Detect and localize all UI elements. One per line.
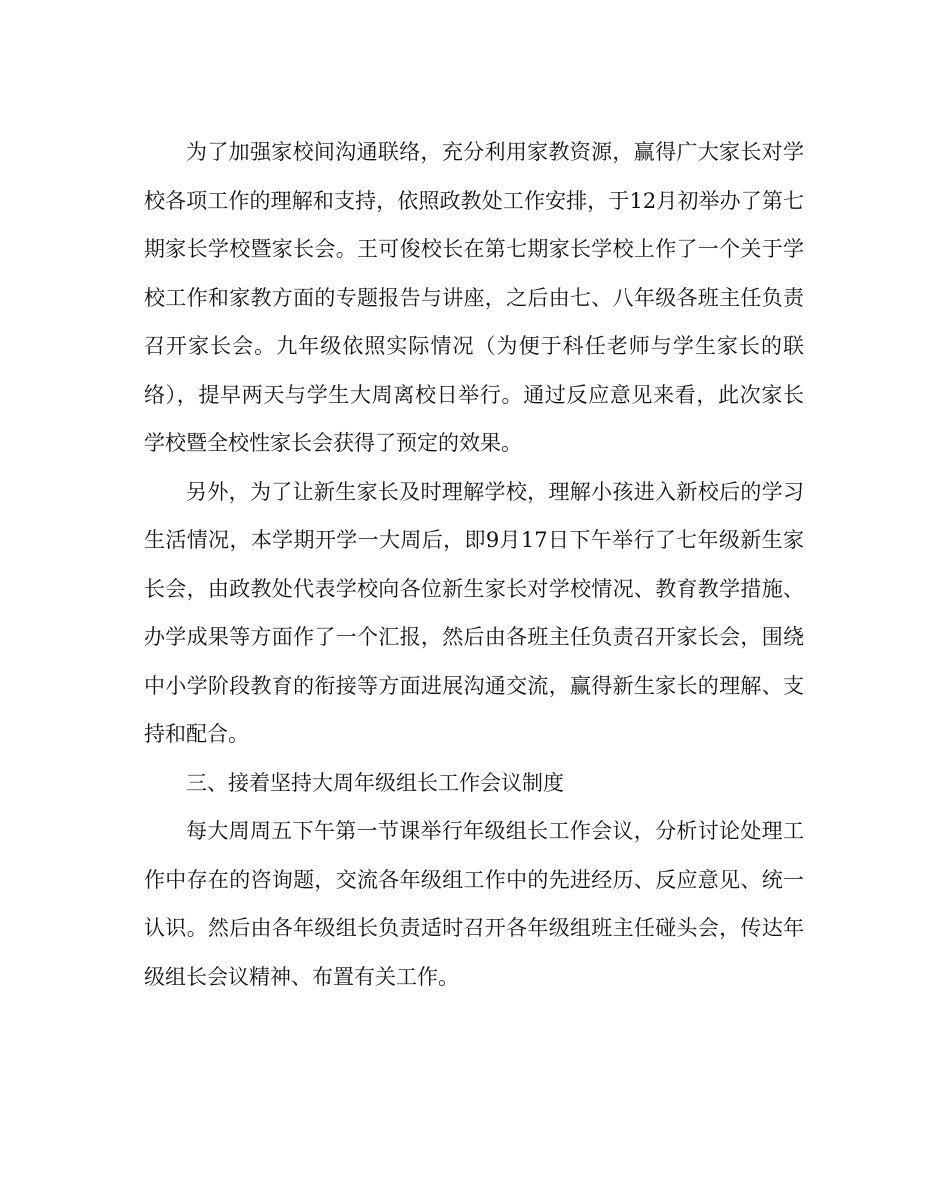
- paragraph-new-student-meeting: 另外，为了让新生家长及时理解学校，理解小孩进入新校后的学习生活情况，本学期开学一大周后，即9月17日下午举行了七年级新生家长会，由政教处代表学校向各位新生家长对学校情况、教育教学措施、办学成果等方面作了一个汇报，然后由各班主任负责召开家长会，围绕中小学阶段教育的衔接等方面进展沟通交流，赢得新生家长的理解、支持和配合。: [144, 479, 804, 746]
- paragraph-grade-leader-meetings: 每大周周五下午第一节课举行年级组长工作会议，分析讨论处理工作中存在的咨询题，交流各年级组工作中的先进经历、反应意见、统一认识。然后由各年级组长负责适时召开各年级组班主任碰头会，传达年级组长会议精神、布置有关工作。: [144, 819, 804, 989]
- section-heading-grade-leader-meetings: 三、接着坚持大周年级组长工作会议制度: [186, 770, 564, 795]
- paragraph-parent-meetings: 为了加强家校间沟通联络，充分利用家教资源，赢得广大家长对学校各项工作的理解和支持，依照政教处工作安排，于12月初举办了第七期家长学校暨家长会。王可俊校长在第七期家长学校上作了一个关于学校工作和家教方面的专题报告与讲座，之后由七、八年级各班主任负责召开家长会。九年级依照实际情况（为便于科任老师与学生家长的联络），提早两天与学生大周离校日举行。通过反应意见来看，此次家长学校暨全校性家长会获得了预定的效果。: [144, 140, 804, 455]
- document-body: [144, 128, 804, 1001]
